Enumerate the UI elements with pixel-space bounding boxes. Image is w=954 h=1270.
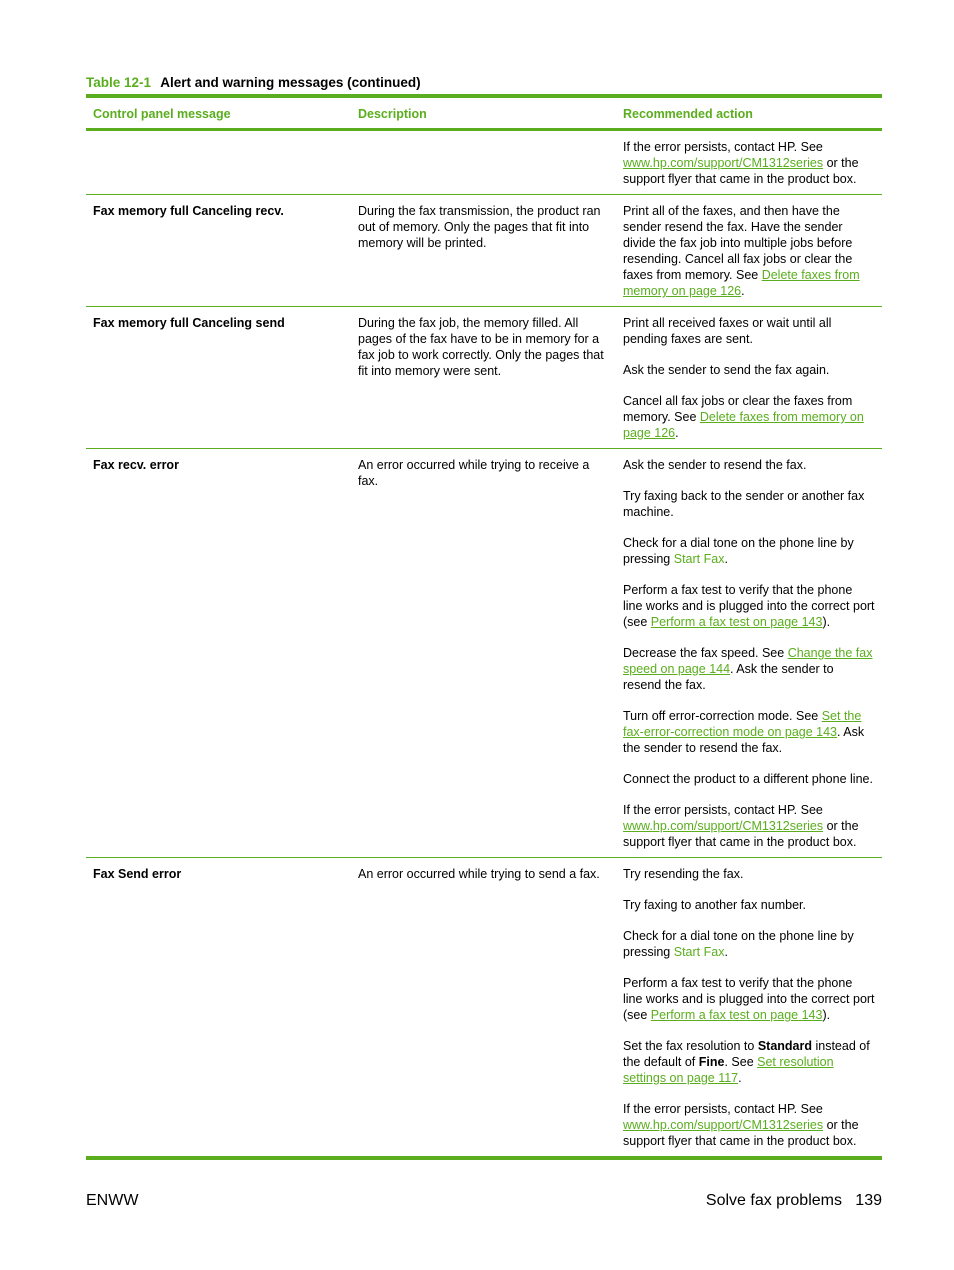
action-paragraph — [623, 708, 875, 756]
table-row — [86, 858, 882, 1159]
action-text: Ask the sender to resend the fax. — [623, 458, 807, 472]
action-text: Check for a dial tone on the phone line by pressing — [623, 536, 854, 566]
recommended-action — [616, 195, 882, 307]
action-paragraph — [623, 866, 875, 882]
action-text: Try faxing back to the sender or another fax machine. — [623, 489, 865, 519]
action-paragraph — [623, 315, 875, 347]
footer-right: Solve fax problems 139 — [705, 1192, 882, 1209]
action-text: . — [738, 1071, 742, 1085]
action-text: If the error persists, contact HP. See — [623, 1102, 823, 1116]
control-panel-message: Fax Send error — [86, 858, 351, 1159]
action-paragraph — [623, 457, 875, 473]
action-text: Decrease the fax speed. See — [623, 646, 788, 660]
action-text: or the support flyer that came in the product box. — [623, 819, 859, 849]
column-header-description: Description — [351, 96, 616, 130]
action-paragraph — [623, 928, 875, 960]
table-row — [86, 449, 882, 858]
action-paragraph — [623, 802, 875, 850]
action-text: Ask the sender to send the fax again. — [623, 363, 830, 377]
action-text: ). — [822, 615, 831, 629]
action-text: Perform a fax test to verify that the phone line works and is plugged into the correct port (see — [623, 583, 875, 629]
column-header-action: Recommended action — [616, 96, 882, 130]
action-text: . — [724, 945, 728, 959]
action-text: . See — [724, 1055, 758, 1069]
action-paragraph — [623, 1101, 875, 1149]
action-paragraph — [623, 975, 875, 1023]
cross-reference-link[interactable]: Perform a fax test on page 143 — [650, 615, 823, 629]
action-paragraph — [623, 897, 875, 913]
message-description: During the fax job, the memory filled. All pages of the fax have to be in memory for a fax job to work correctly. Only the pages that fit into memory were sent. — [351, 307, 616, 449]
action-paragraph — [623, 771, 875, 787]
recommended-action — [616, 130, 882, 195]
action-text: Print all received faxes or wait until all pending faxes are sent. — [623, 316, 832, 346]
message-description: An error occurred while trying to receive a fax. — [351, 449, 616, 858]
action-text: or the support flyer that came in the product box. — [623, 156, 859, 186]
recommended-action — [616, 449, 882, 858]
button-name: Start Fax — [673, 552, 725, 566]
action-text: Connect the product to a different phone line. — [623, 772, 873, 786]
control-panel-message — [86, 130, 351, 195]
action-paragraph — [623, 1038, 875, 1086]
action-paragraph — [623, 203, 875, 299]
action-text: Turn off error-correction mode. See — [623, 709, 822, 723]
table-title: Alert and warning messages (continued) — [160, 75, 421, 90]
control-panel-message: Fax recv. error — [86, 449, 351, 858]
bold-term: Fine — [698, 1055, 725, 1069]
footer-left: ENWW — [86, 1192, 139, 1209]
action-paragraph — [623, 139, 875, 187]
action-paragraph — [623, 393, 875, 441]
recommended-action — [616, 307, 882, 449]
table-number: Table 12-1 — [86, 75, 152, 90]
table-body — [86, 130, 882, 1159]
button-name: Start Fax — [673, 945, 725, 959]
cross-reference-link[interactable]: www.hp.com/support/CM1312series — [623, 156, 824, 170]
message-description: During the fax transmission, the product ran out of memory. Only the pages that fit into memory will be printed. — [351, 195, 616, 307]
action-text: If the error persists, contact HP. See — [623, 140, 823, 154]
control-panel-message: Fax memory full Canceling send — [86, 307, 351, 449]
action-text: instead of the default of — [623, 1039, 870, 1069]
cross-reference-link[interactable]: Delete faxes from memory on page 126 — [623, 410, 864, 440]
alert-messages-table — [86, 94, 882, 1160]
control-panel-message: Fax memory full Canceling recv. — [86, 195, 351, 307]
cross-reference-link[interactable]: Change the fax speed on page 144 — [623, 646, 873, 676]
cross-reference-link[interactable]: www.hp.com/support/CM1312series — [623, 1118, 824, 1132]
action-text: . Ask the sender to resend the fax. — [623, 662, 834, 692]
action-text: ). — [822, 1008, 831, 1022]
action-text: . — [724, 552, 728, 566]
recommended-action — [616, 858, 882, 1159]
action-text: Set the fax resolution to — [623, 1039, 758, 1053]
action-paragraph — [623, 535, 875, 567]
cross-reference-link[interactable]: Set the fax-error-correction mode on page 143 — [623, 709, 862, 739]
table-caption — [86, 75, 421, 90]
action-paragraph — [623, 645, 875, 693]
cross-reference-link[interactable]: Set resolution settings on page 117 — [623, 1055, 834, 1085]
table-row — [86, 195, 882, 307]
table-header-row — [86, 96, 882, 130]
action-text: Try resending the fax. — [623, 867, 744, 881]
cross-reference-link[interactable]: Perform a fax test on page 143 — [650, 1008, 823, 1022]
action-text: Print all of the faxes, and then have the sender resend the fax. Have the sender divide the fax job into multiple jobs before resending. Cancel all fax jobs or clear the faxes from memory. See — [623, 204, 853, 282]
table-row — [86, 130, 882, 195]
action-text: . Ask the sender to resend the fax. — [623, 725, 865, 755]
bold-term: Standard — [757, 1039, 812, 1053]
action-paragraph — [623, 362, 875, 378]
table-row — [86, 307, 882, 449]
cross-reference-link[interactable]: Delete faxes from memory on page 126 — [623, 268, 860, 298]
message-description — [351, 130, 616, 195]
column-header-message: Control panel message — [86, 96, 351, 130]
action-text: Check for a dial tone on the phone line by pressing — [623, 929, 854, 959]
cross-reference-link[interactable]: www.hp.com/support/CM1312series — [623, 819, 824, 833]
action-text: . — [675, 426, 679, 440]
action-text: . — [741, 284, 745, 298]
action-text: Cancel all fax jobs or clear the faxes from memory. See — [623, 394, 853, 424]
action-text: Perform a fax test to verify that the phone line works and is plugged into the correct port (see — [623, 976, 875, 1022]
action-paragraph — [623, 488, 875, 520]
message-description: An error occurred while trying to send a fax. — [351, 858, 616, 1159]
action-text: or the support flyer that came in the product box. — [623, 1118, 859, 1148]
action-paragraph — [623, 582, 875, 630]
action-text: Try faxing to another fax number. — [623, 898, 806, 912]
action-text: If the error persists, contact HP. See — [623, 803, 823, 817]
